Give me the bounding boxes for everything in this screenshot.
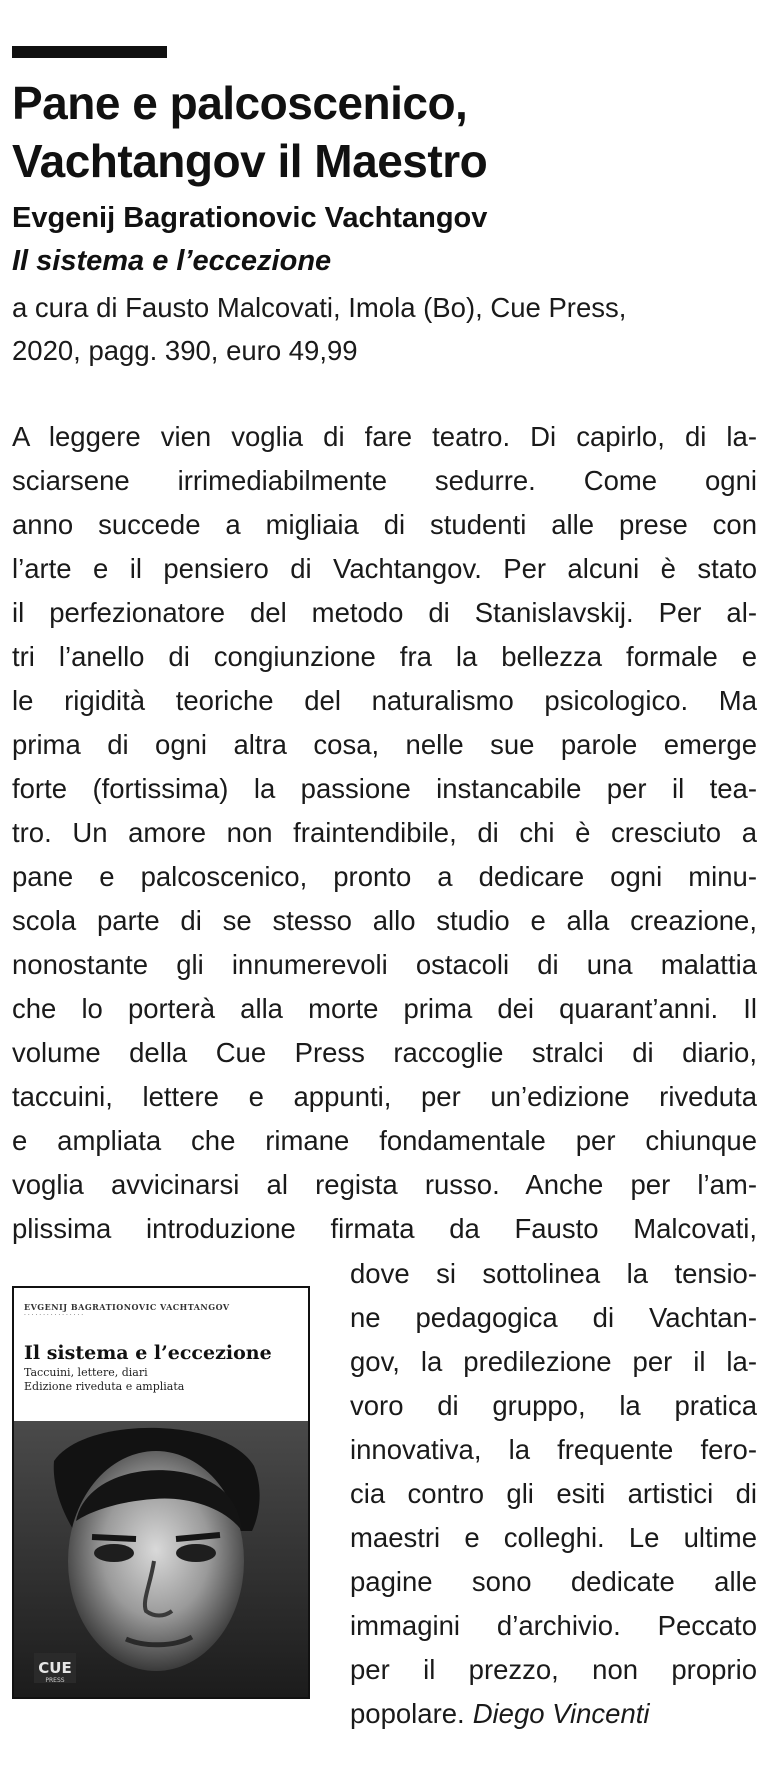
body-line: taccuini, lettere e appunti, per un’edizione riveduta: [12, 1081, 757, 1112]
body-line: pagine sono dedicate alle: [350, 1566, 757, 1597]
cover-and-text-section: [12, 1252, 757, 1736]
cover-editor-line: · · · · · · · · · · · · · · · ·: [24, 1312, 84, 1319]
book-author: Evgenij Bagrationovic Vachtangov: [12, 202, 488, 234]
cover-logo: CUE: [38, 1659, 72, 1677]
body-line: l’arte e il pensiero di Vachtangov. Per alcuni è stato: [12, 553, 757, 584]
cover-column: [12, 1252, 350, 1736]
body-line: maestri e colleghi. Le ultime: [350, 1522, 757, 1553]
cover-logo-sub: PRESS: [45, 1677, 65, 1684]
cover-author-line: EVGENIJ BAGRATIONOVIC VACHTANGOV: [24, 1302, 230, 1312]
article-title: [12, 74, 752, 190]
cover-title: Il sistema e l’eccezione: [24, 1342, 272, 1364]
body-line: il perfezionatore del metodo di Stanislavskij. Per al-: [12, 597, 757, 628]
body-line: nonostante gli innumerevoli ostacoli di una malattia: [12, 949, 757, 980]
body-line: tri l’anello di congiunzione fra la bellezza formale e: [12, 641, 757, 672]
article-title-line-2: Vachtangov il Maestro: [12, 135, 488, 187]
body-line: sciarsene irrimediabilmente sedurre. Come ogni: [12, 465, 757, 496]
publication-info: [12, 286, 757, 372]
body-line: le rigidità teoriche del naturalismo psicologico. Ma: [12, 685, 757, 716]
body-line: voglia avvicinarsi al regista russo. Anche per l’am-: [12, 1169, 757, 1200]
article-title-line-1: Pane e palcoscenico,: [12, 77, 468, 129]
author-signature: Diego Vincenti: [472, 1698, 650, 1729]
book-cover-image: [12, 1286, 310, 1699]
body-line: plissima introduzione firmata da Fausto Malcovati,: [12, 1213, 757, 1244]
body-line: tro. Un amore non fraintendibile, di chi è cresciuto a: [12, 817, 757, 848]
body-line: innovativa, la frequente fero-: [350, 1434, 757, 1465]
body-last-line-text: popolare.: [350, 1698, 465, 1729]
cover-subtitle-2: Edizione riveduta e ampliata: [24, 1380, 185, 1393]
body-line: anno succede a migliaia di studenti alle prese con: [12, 509, 757, 540]
body-line: scola parte di se stesso allo studio e alla creazione,: [12, 905, 757, 936]
body-line: forte (fortissima) la passione instancabile per il tea-: [12, 773, 757, 804]
cover-portrait-photo: [14, 1421, 308, 1697]
body-line: voro di gruppo, la pratica: [350, 1390, 757, 1421]
wrapped-text-column: [350, 1252, 757, 1736]
body-line: che lo porterà alla morte prima dei quarant’anni. Il: [12, 993, 757, 1024]
publication-info-line-2: 2020, pagg. 390, euro 49,99: [12, 335, 358, 366]
cover-title-area: [14, 1288, 308, 1421]
body-line: per il prezzo, non proprio: [350, 1654, 757, 1685]
header-rule: [12, 46, 167, 58]
body-line: prima di ogni altra cosa, nelle sue parole emerge: [12, 729, 757, 760]
body-line: gov, la predilezione per il la-: [350, 1346, 757, 1377]
body-last-line: [350, 1692, 757, 1736]
publication-info-line-1: a cura di Fausto Malcovati, Imola (Bo), Cue Press,: [12, 292, 627, 323]
body-line: pane e palcoscenico, pronto a dedicare ogni minu-: [12, 861, 757, 892]
body-line: volume della Cue Press raccoglie stralci di diario,: [12, 1037, 757, 1068]
body-line: A leggere vien voglia di fare teatro. Di capirlo, di la-: [12, 421, 757, 452]
cover-subtitle-1: Taccuini, lettere, diari: [24, 1366, 148, 1379]
body-line: immagini d’archivio. Peccato: [350, 1610, 757, 1641]
body-line: ne pedagogica di Vachtan-: [350, 1302, 757, 1333]
body-line: e ampliata che rimane fondamentale per chiunque: [12, 1125, 757, 1156]
body-line: cia contro gli esiti artistici di: [350, 1478, 757, 1509]
article-body: [12, 415, 757, 1736]
book-title: Il sistema e l’eccezione: [12, 245, 332, 277]
body-line: dove si sottolinea la tensio-: [350, 1258, 757, 1289]
